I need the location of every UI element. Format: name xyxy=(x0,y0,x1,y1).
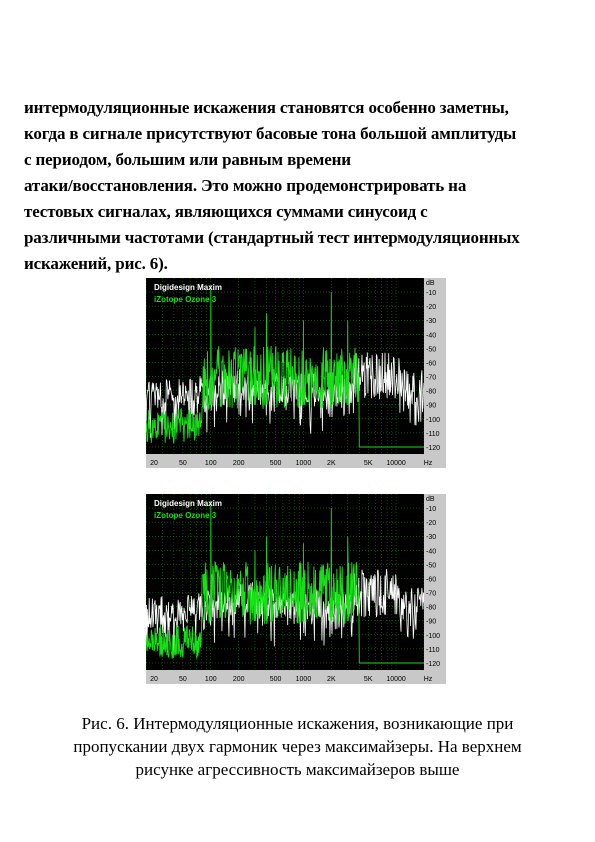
y-tick-label: -60 xyxy=(426,360,437,368)
x-tick-label: 100 xyxy=(204,676,217,683)
y-tick-label: -40 xyxy=(426,548,437,556)
y-tick-label: -40 xyxy=(426,332,437,340)
y-tick-label: dB xyxy=(426,496,435,503)
y-tick-label: -110 xyxy=(426,430,440,438)
y-tick-label: -70 xyxy=(426,374,437,382)
x-tick-label: 500 xyxy=(269,460,282,467)
x-tick-label: 5K xyxy=(363,460,373,467)
y-tick-label: -90 xyxy=(426,402,437,410)
legend-label-digidesign-maxim: Digidesign Maxim xyxy=(154,499,223,508)
x-tick-label: 20 xyxy=(150,676,158,683)
x-tick-label: 50 xyxy=(178,676,187,683)
x-tick-label: 200 xyxy=(232,460,245,467)
legend-label-izotope-ozone-3: iZotope Ozone 3 xyxy=(154,511,217,520)
y-tick-label: -60 xyxy=(426,576,437,584)
y-tick-label: -50 xyxy=(426,562,437,570)
y-tick-label: -20 xyxy=(426,520,437,528)
x-tick-label: 20 xyxy=(150,460,158,467)
x-tick-label: 1000 xyxy=(295,460,312,467)
x-tick-label: 2K xyxy=(327,676,336,683)
y-tick-label: -120 xyxy=(426,660,441,668)
y-tick-label: -30 xyxy=(426,534,437,542)
y-tick-label: -30 xyxy=(426,318,437,326)
y-tick-label: -80 xyxy=(426,604,437,612)
legend-label-digidesign-maxim: Digidesign Maxim xyxy=(154,283,223,292)
x-tick-label: Hz xyxy=(423,676,433,683)
y-tick-label: -70 xyxy=(426,590,437,598)
y-tick-label: -100 xyxy=(426,632,441,640)
y-tick-label: -100 xyxy=(426,416,441,424)
y-tick-label: -90 xyxy=(426,618,437,626)
spectrum-chart-top xyxy=(146,278,446,468)
body-paragraph: интермодуляционные искажения становятся особенно заметны, когда в сигнале присутствуют басовые тона большой амплитуды с периодом, большим или равным времени атаки/восстановления. Это можно продемонстрировать на тестовых сигналах, являющихся суммами синусоид с различными частотами (стандартный тест интермодуляционных искажений, рис. 6). xyxy=(24,98,520,273)
legend-label-izotope-ozone-3: iZotope Ozone 3 xyxy=(154,295,217,304)
y-tick-label: -10 xyxy=(426,290,437,298)
y-tick-label: -10 xyxy=(426,506,437,514)
y-tick-label: -110 xyxy=(426,646,440,654)
y-tick-label: dB xyxy=(426,280,435,287)
x-tick-label: 200 xyxy=(232,676,245,683)
y-tick-label: -80 xyxy=(426,388,437,396)
x-tick-label: 50 xyxy=(178,460,187,467)
spectrum-figure-bottom xyxy=(146,494,446,684)
figure-caption: Рис. 6. Интермодуляционные искажения, возникающие при пропускании двух гармоник через максимайзеры. На верхнем рисунке агрессивность максимайзеров выше xyxy=(73,714,522,779)
x-tick-label: 100 xyxy=(204,460,217,467)
x-tick-label: Hz xyxy=(423,460,433,467)
y-tick-label: -50 xyxy=(426,346,437,354)
y-tick-label: -120 xyxy=(426,444,441,452)
x-tick-label: 500 xyxy=(269,676,282,683)
x-tick-label: 10000 xyxy=(386,676,406,683)
x-tick-label: 1000 xyxy=(295,676,312,683)
spectrum-figure-top xyxy=(146,278,446,468)
spectrum-chart-bottom xyxy=(146,494,446,684)
x-tick-label: 5K xyxy=(363,676,373,683)
y-tick-label: -20 xyxy=(426,304,437,312)
x-tick-label: 2K xyxy=(327,460,336,467)
x-tick-label: 10000 xyxy=(386,460,406,467)
